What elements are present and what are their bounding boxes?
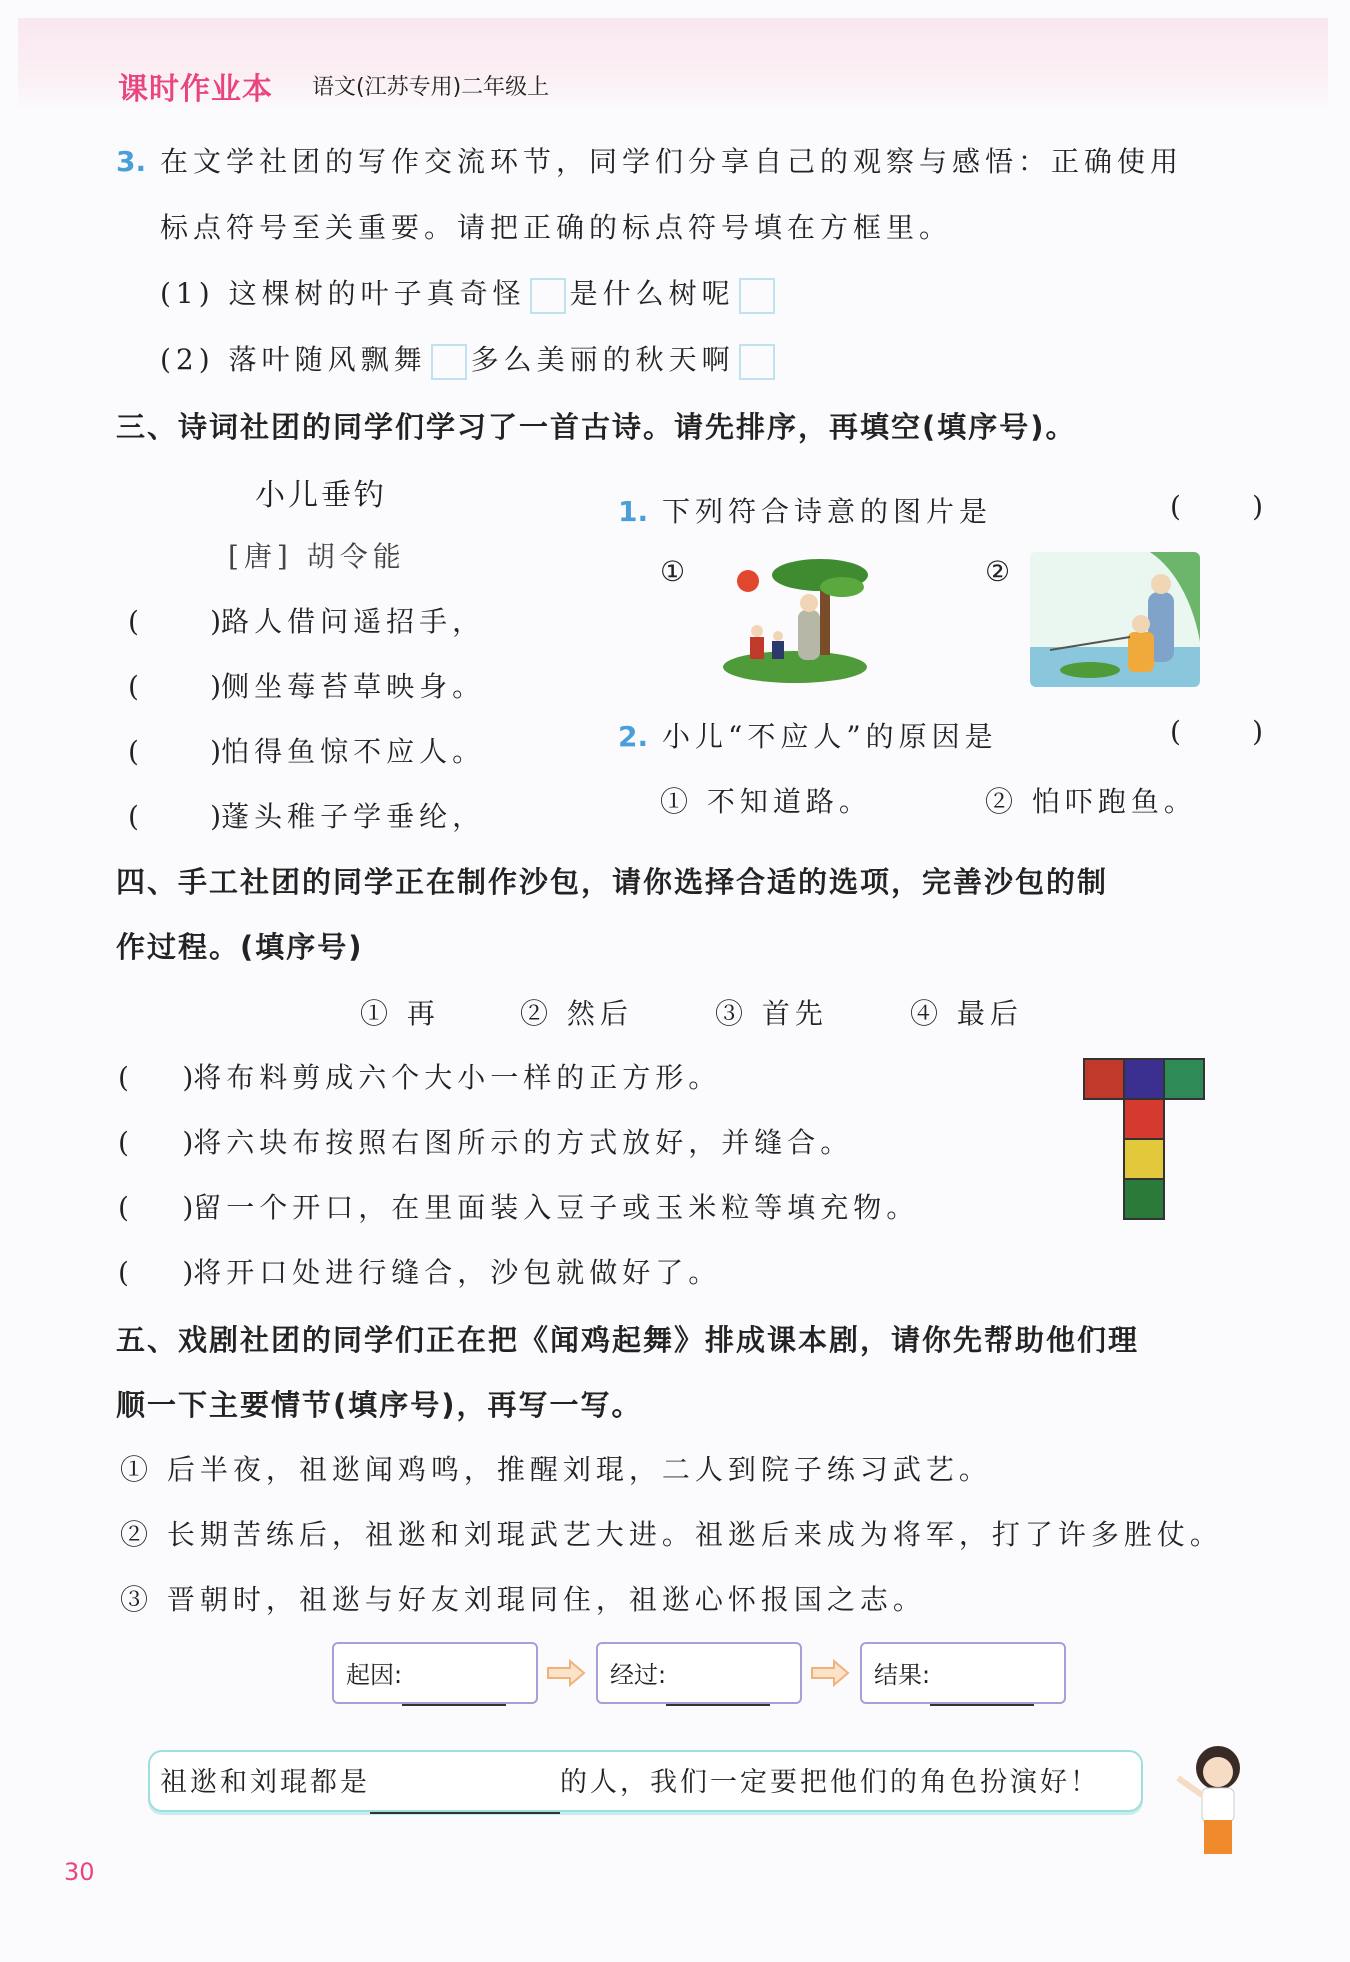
open-paren: ( bbox=[128, 605, 139, 638]
cause-label: 起因: bbox=[346, 1661, 403, 1689]
poem-line bbox=[128, 665, 485, 705]
step-row bbox=[118, 1056, 721, 1096]
girl-character-illustration bbox=[1170, 1740, 1260, 1860]
sentence2-part-b: 多么美丽的秋天啊 bbox=[470, 343, 735, 376]
punctuation-box[interactable] bbox=[530, 278, 566, 314]
answer-blank[interactable] bbox=[139, 735, 210, 768]
answer-blank[interactable] bbox=[139, 670, 210, 703]
q3-line1 bbox=[116, 140, 1183, 180]
step-row bbox=[118, 1121, 853, 1161]
speech-bubble bbox=[148, 1750, 1143, 1812]
poem-line bbox=[128, 795, 485, 835]
open-paren: ( bbox=[118, 1191, 129, 1224]
close-paren: ) bbox=[182, 1126, 194, 1159]
section5-heading-line2: 顺一下主要情节(填序号)，再写一写。 bbox=[116, 1388, 643, 1422]
step-text: 留一个开口，在里面装入豆子或玉米粒等填充物。 bbox=[193, 1191, 920, 1224]
step-row bbox=[118, 1251, 721, 1291]
fabric-square bbox=[1124, 1179, 1164, 1219]
punctuation-box[interactable] bbox=[431, 344, 467, 380]
fabric-square bbox=[1164, 1059, 1204, 1099]
answer-blank[interactable] bbox=[139, 605, 210, 638]
answer-blank[interactable] bbox=[370, 1782, 560, 1814]
event-item: ③ 晋朝时，祖逖与好友刘琨同住，祖逖心怀报国之志。 bbox=[120, 1583, 926, 1616]
sentence1-part-a: (1) 这棵树的叶子真奇怪 bbox=[160, 277, 526, 310]
close-paren: ) bbox=[182, 1256, 194, 1289]
page-number: 30 bbox=[64, 1858, 95, 1886]
subject-label: 语文(江苏专用)二年级上 bbox=[312, 75, 550, 100]
event-item: ① 后半夜，祖逖闻鸡鸣，推醒刘琨，二人到院子练习武艺。 bbox=[120, 1453, 992, 1486]
cause-box[interactable] bbox=[332, 1642, 538, 1704]
q3-sentence1 bbox=[160, 272, 779, 314]
q2-answer-paren[interactable]: ( ) bbox=[1170, 715, 1264, 748]
close-paren: ) bbox=[210, 800, 222, 833]
sandbag-pattern-illustration bbox=[1080, 1055, 1210, 1225]
option-chip: ③ 首先 bbox=[715, 997, 828, 1030]
step-text: 将布料剪成六个大小一样的正方形。 bbox=[193, 1061, 722, 1094]
answer-blank[interactable] bbox=[402, 1680, 506, 1706]
illustration-child-fishing[interactable] bbox=[1030, 552, 1200, 687]
open-paren: ( bbox=[128, 800, 139, 833]
open-paren: ( bbox=[118, 1126, 129, 1159]
fabric-square bbox=[1124, 1099, 1164, 1139]
process-box[interactable] bbox=[596, 1642, 802, 1704]
close-paren: ) bbox=[182, 1061, 194, 1094]
poem-line-text: 侧坐莓苔草映身。 bbox=[221, 670, 486, 703]
illustration-old-man-under-tree[interactable] bbox=[720, 555, 870, 685]
option-chip: ① 再 bbox=[360, 997, 440, 1030]
section5-heading-line1: 五、戏剧社团的同学们正在把《闻鸡起舞》排成课本剧，请你先帮助他们理 bbox=[116, 1323, 1140, 1357]
punctuation-box[interactable] bbox=[739, 344, 775, 380]
result-label: 结果: bbox=[874, 1661, 931, 1689]
section4-heading-line1: 四、手工社团的同学正在制作沙包，请你选择合适的选项，完善沙包的制 bbox=[116, 865, 1109, 899]
q2-number: 2. bbox=[618, 720, 649, 753]
step-text: 将开口处进行缝合，沙包就做好了。 bbox=[193, 1256, 722, 1289]
bubble-text-b: 的人，我们一定要把他们的角色扮演好！ bbox=[560, 1767, 1100, 1798]
sentence2-part-a: (2) 落叶随风飘舞 bbox=[160, 343, 427, 376]
q2-option-1: ① 不知道路。 bbox=[660, 785, 872, 818]
option-1-label: ① bbox=[660, 555, 691, 588]
answer-blank[interactable] bbox=[129, 1126, 182, 1159]
step-row bbox=[118, 1186, 919, 1226]
close-paren: ) bbox=[182, 1191, 194, 1224]
option-chip: ② 然后 bbox=[520, 997, 633, 1030]
open-paren: ( bbox=[128, 670, 139, 703]
poem-line-text: 怕得鱼惊不应人。 bbox=[221, 735, 486, 768]
brand-title: 课时作业本 bbox=[118, 72, 273, 107]
poem-line bbox=[128, 600, 485, 640]
section4-heading-line2: 作过程。(填序号) bbox=[116, 930, 364, 964]
step-text: 将六块布按照右图所示的方式放好，并缝合。 bbox=[193, 1126, 854, 1159]
sun-icon bbox=[737, 570, 759, 592]
poem-line-text: 路人借问遥招手， bbox=[221, 605, 486, 638]
open-paren: ( bbox=[118, 1256, 129, 1289]
section3-heading: 三、诗词社团的同学们学习了一首古诗。请先排序，再填空(填序号)。 bbox=[116, 410, 1077, 444]
q1-number: 1. bbox=[618, 495, 649, 528]
q3-text1: 在文学社团的写作交流环节，同学们分享自己的观察与感悟：正确使用 bbox=[160, 145, 1184, 178]
arrow-right-icon bbox=[810, 1658, 850, 1688]
q3-line2: 标点符号至关重要。请把正确的标点符号填在方框里。 bbox=[160, 211, 953, 244]
close-paren: ) bbox=[210, 670, 222, 703]
q3-number: 3. bbox=[116, 145, 147, 178]
sentence1-part-b: 是什么树呢 bbox=[569, 277, 735, 310]
q2-text: 小儿“不应人”的原因是 bbox=[662, 720, 998, 753]
fabric-square bbox=[1084, 1059, 1124, 1099]
open-paren: ( bbox=[128, 735, 139, 768]
q1-text: 下列符合诗意的图片是 bbox=[662, 495, 993, 528]
q1-answer-paren[interactable]: ( ) bbox=[1170, 490, 1264, 523]
bubble-text-a: 祖逖和刘琨都是 bbox=[160, 1767, 370, 1798]
answer-blank[interactable] bbox=[129, 1256, 182, 1289]
arrow-right-icon bbox=[546, 1658, 586, 1688]
event-item: ② 长期苦练后，祖逖和刘琨武艺大进。祖逖后来成为将军，打了许多胜仗。 bbox=[120, 1518, 1223, 1551]
answer-blank[interactable] bbox=[139, 800, 210, 833]
poem-line-text: 蓬头稚子学垂纶， bbox=[221, 800, 486, 833]
close-paren: ) bbox=[210, 735, 222, 768]
poem-title: 小儿垂钓 bbox=[255, 478, 387, 513]
answer-blank[interactable] bbox=[129, 1061, 182, 1094]
answer-blank[interactable] bbox=[129, 1191, 182, 1224]
q3-sentence2 bbox=[160, 338, 779, 380]
option-chip: ④ 最后 bbox=[910, 997, 1023, 1030]
poem-line bbox=[128, 730, 485, 770]
answer-blank[interactable] bbox=[930, 1680, 1034, 1706]
poem-author: [唐] 胡令能 bbox=[228, 540, 406, 573]
result-box[interactable] bbox=[860, 1642, 1066, 1704]
process-label: 经过: bbox=[610, 1661, 667, 1689]
fabric-square bbox=[1124, 1139, 1164, 1179]
s3-q2 bbox=[618, 715, 998, 755]
punctuation-box[interactable] bbox=[739, 278, 775, 314]
fabric-square bbox=[1124, 1059, 1164, 1099]
open-paren: ( bbox=[118, 1061, 129, 1094]
s3-q1 bbox=[618, 490, 992, 530]
answer-blank[interactable] bbox=[666, 1680, 770, 1706]
close-paren: ) bbox=[210, 605, 222, 638]
option-2-label: ② bbox=[985, 555, 1016, 588]
q2-option-2: ② 怕吓跑鱼。 bbox=[985, 785, 1197, 818]
